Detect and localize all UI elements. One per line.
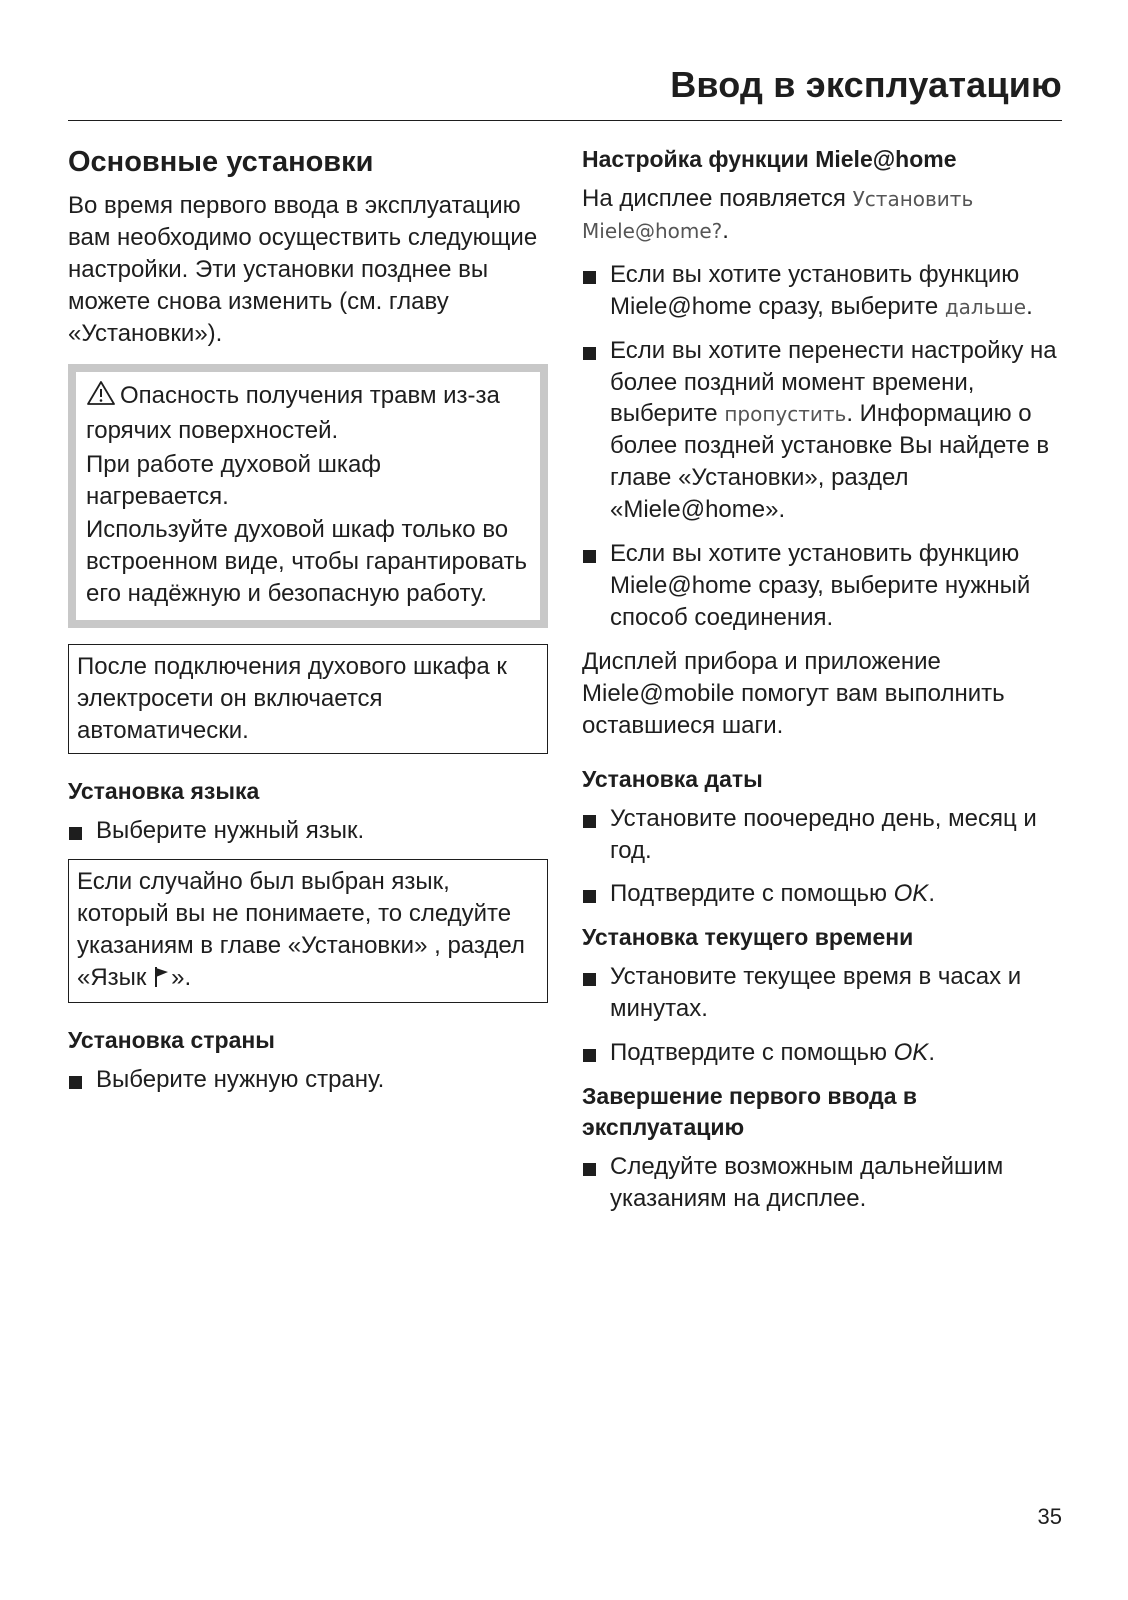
language-note-box <box>68 859 548 1004</box>
language-list <box>68 815 548 847</box>
miele-bullet-1-text: Если вы хотите установить функцию Miele@home сразу, выберите <box>610 260 1020 320</box>
warning-line-2: Используйте духовой шкаф только во встроенном виде, чтобы гарантировать его надёжную и безопасную работу. <box>86 516 528 608</box>
display-text-next: дальше <box>944 294 1027 319</box>
warning-title-line <box>86 380 530 447</box>
language-note <box>77 866 539 997</box>
language-note-text: Если случайно был выбран язык, который вы не понимаете, то следуйте указаниям в главе «Установки» , раздел «Язык <box>77 867 525 991</box>
page-number: 35 <box>1037 1504 1062 1529</box>
power-note-box <box>68 644 548 754</box>
miele-intro <box>582 183 1062 247</box>
language-note-end: ». <box>171 963 192 991</box>
miele-bullet-1 <box>582 259 1062 323</box>
ok-label: OK <box>893 1039 929 1067</box>
date-title: Установка даты <box>582 765 763 792</box>
date-bullet-2 <box>582 878 1062 910</box>
date-bullet-1: Установите поочередно день, месяц и год. <box>582 803 1062 867</box>
page-header <box>68 62 1062 121</box>
finish-title: Завершение первого ввода в эксплуатацию <box>582 1083 918 1141</box>
warning-line-1: При работе духовой шкаф нагревается. <box>86 450 382 510</box>
country-title: Установка страны <box>68 1027 275 1054</box>
time-list <box>582 961 1062 1069</box>
power-note: После подключения духового шкафа к электросети он включается автоматически. <box>77 653 507 744</box>
country-bullet: Выберите нужную страну. <box>68 1064 548 1096</box>
miele-bullet-2-text: Если вы хотите перенести настройку на более поздний момент времени, выберите <box>610 336 1057 428</box>
time-bullet-2-text: Подтвердите с помощью <box>610 1039 894 1067</box>
section-title: Основные установки <box>68 146 374 178</box>
miele-bullet-2-end: . Информацию о более поздней установке Вы найдете в главе «Установки», раздел «Miele@home». <box>610 400 1050 524</box>
display-text-skip: пропустить <box>724 402 847 427</box>
time-title: Установка текущего времени <box>582 924 914 951</box>
date-bullet-2-text: Подтвердите с помощью <box>610 880 894 908</box>
date-list <box>582 803 1062 911</box>
country-list <box>68 1064 548 1096</box>
miele-bullet-2 <box>582 335 1062 526</box>
language-title: Установка языка <box>68 777 260 804</box>
time-bullet-2-end: . <box>928 1039 935 1067</box>
page-title: Ввод в эксплуатацию <box>670 64 1062 105</box>
flag-icon <box>154 965 170 997</box>
miele-intro-text: На дисплее появляется <box>582 185 853 213</box>
miele-list <box>582 259 1062 634</box>
warning-box <box>68 364 548 628</box>
finish-bullet-1: Следуйте возможным дальнейшим указаниям на дисплее. <box>582 1151 1062 1215</box>
time-bullet-1: Установите текущее время в часах и минутах. <box>582 961 1062 1025</box>
language-bullet: Выберите нужный язык. <box>68 815 548 847</box>
right-column <box>582 144 1062 1227</box>
warning-triangle-icon <box>86 380 116 415</box>
finish-list <box>582 1151 1062 1215</box>
ok-label: OK <box>893 880 929 908</box>
miele-bullet-3: Если вы хотите установить функцию Miele@home сразу, выберите нужный способ соединения. <box>582 538 1062 634</box>
intro-paragraph: Во время первого ввода в эксплуатацию вам необходимо осуществить следующие настройки. Эти установки позднее вы можете снова изменить (см. главу «Установки»). <box>68 192 538 347</box>
time-bullet-2 <box>582 1037 1062 1069</box>
date-bullet-2-end: . <box>928 880 935 908</box>
miele-intro-end: . <box>722 216 729 244</box>
display-text-install: Установить Miele@home? <box>582 187 974 243</box>
miele-bullet-1-end: . <box>1026 292 1033 320</box>
miele-outro: Дисплей прибора и приложение Miele@mobile помогут вам выполнить оставшиеся шаги. <box>582 647 1005 739</box>
miele-title: Настройка функции Miele@home <box>582 146 957 172</box>
left-column <box>68 144 548 1108</box>
warning-title: Опасность получения травм из-за горячих поверхностей. <box>86 381 500 444</box>
